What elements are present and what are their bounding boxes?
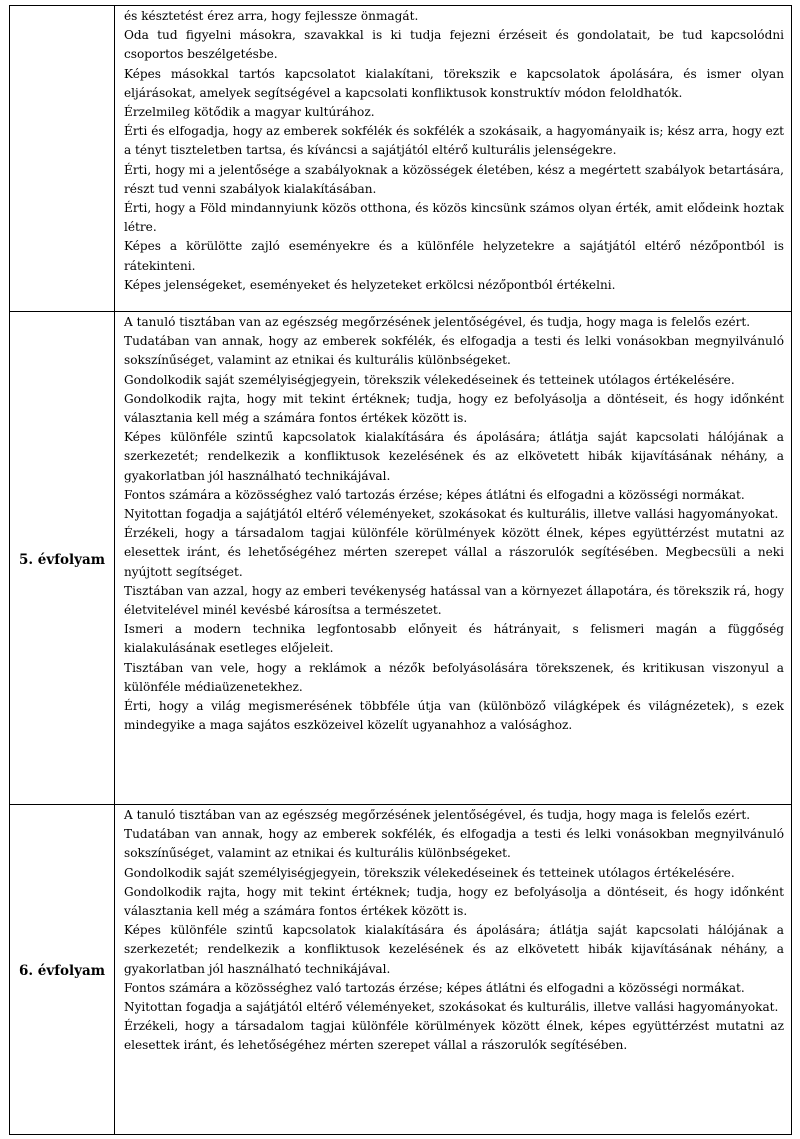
grade-cell <box>10 312 115 805</box>
statement: Képes különféle szintű kapcsolatok kialakítására és ápolására; átlátja saját kapcsolati hálójának a szerkezetét; rendelkezik a konfliktusok kezelésének és az elkövetett hibák kijavításának néhány, a gyakorlatban jól használható technikájával. <box>124 430 784 483</box>
statement: Fontos számára a közösséghez való tartozás érzése; képes átlátni és elfogadni a közösségi normákat. <box>124 980 745 995</box>
statement: A tanuló tisztában van az egészség megőrzésének jelentőségével, és tudja, hogy maga is felelős ezért. <box>124 808 751 822</box>
statement: Fontos számára a közösséghez való tartozás érzése; képes átlátni és elfogadni a közösségi normákat. <box>124 487 745 502</box>
statement: Képes másokkal tartós kapcsolatot kialakítani, törekszik e kapcsolatok ápolására, és ismer olyan eljárásokat, amelyek segítségével a kapcsolati konfliktusok konstruktív módon feloldhatók. <box>124 66 784 100</box>
statement: Nyitottan fogadja a sajátjától eltérő véleményeket, szokásokat és kulturális, illetve vallási hagyományokat. <box>124 1000 779 1015</box>
grade-label: 6. évfolyam <box>18 963 106 979</box>
statement-list <box>115 6 791 295</box>
statement: Képes különféle szintű kapcsolatok kialakítására és ápolására; átlátja saját kapcsolati hálójának a szerkezetét; rendelkezik a konfliktusok kezelésének és az elkövetett hibák kijavításának néhány, a gyakorlatban jól használható technikájával. <box>124 923 784 976</box>
statement: Oda tud figyelni másokra, szavakkal is ki tudja fejezni érzéseit és gondolatait, be tud kapcsolódni csoportos beszélgetésbe. <box>124 28 784 62</box>
statement: Tudatában van annak, hogy az emberek sokfélék, és elfogadja a testi és lelki vonásokban megnyilvánuló sokszínűséget, valamint az etnikai és kulturális különbségeket. <box>124 334 784 368</box>
grade-cell <box>10 6 115 312</box>
statement: A tanuló tisztában van az egészség megőrzésének jelentőségével, és tudja, hogy maga is felelős ezért. <box>124 315 751 329</box>
statement: Érzelmileg kötődik a magyar kultúrához. <box>124 105 375 120</box>
statement: Tisztában van vele, hogy a reklámok a nézők befolyásolására törekszenek, és kritikusan viszonyul a különféle médiaüzenetekhez. <box>124 660 784 694</box>
statement: Nyitottan fogadja a sajátjától eltérő véleményeket, szokásokat és kulturális, illetve vallási hagyományokat. <box>124 507 779 522</box>
statement: Képes a körülötte zajló eseményekre és a különféle helyzetekre a sajátjától eltérő nézőpontból is rátekinteni. <box>124 239 784 273</box>
statement: Ismeri a modern technika legfontosabb előnyeit és hátrányait, s felismeri magán a függőség kialakulásának esetleges előjeleit. <box>124 622 784 656</box>
statement-list <box>115 312 791 735</box>
statement: Érti és elfogadja, hogy az emberek sokfélék és sokfélék a szokásaik, a hagyományaik is; kész arra, hogy ezt a tényt tiszteletben tartsa, és kíváncsi a sajátjától eltérő kulturális jelenségekre. <box>124 124 784 158</box>
statement: Képes jelenségeket, eseményeket és helyzeteket erkölcsi nézőpontból értékelni. <box>124 277 616 292</box>
statement: Gondolkodik rajta, hogy mit tekint értéknek; tudja, hogy ez befolyásolja a döntéseit, és hogy időnként választania kell még a számára fontos értékek között is. <box>124 884 784 919</box>
statement: Érti, hogy mi a jelentősége a szabályoknak a közösségek életében, kész a megértett szabályok betartására, részt tud venni szabályok kialakításában. <box>124 162 784 196</box>
statement: Gondolkodik saját személyiségjegyein, törekszik vélekedéseinek és tetteinek utólagos értékelésére. <box>124 865 735 880</box>
statements-cell <box>115 6 792 312</box>
statement: Érzékeli, hogy a társadalom tagjai különféle körülmények között élnek, képes együttérzést mutatni az elesettek iránt, és lehetőségéhez mérten szerepet vállal a rászorulók segítésében. <box>124 1019 784 1053</box>
statement: Gondolkodik rajta, hogy mit tekint értéknek; tudja, hogy ez befolyásolja a döntéseit, és hogy időnként választania kell még a számára fontos értékek között is. <box>124 391 784 426</box>
statement-list <box>115 805 791 1056</box>
statements-cell <box>115 312 792 805</box>
statement: Érzékeli, hogy a társadalom tagjai különféle körülmények között élnek, képes együttérzést mutatni az elesettek iránt, és lehetőségéhez mérten szerepet vállal a rászorulók segítésében. Megbecsüli a neki nyújtott segítséget. <box>124 526 784 579</box>
table-row <box>10 805 792 1135</box>
statement: Érti, hogy a világ megismerésének többféle útja van (különböző világképek és világnézetek), s ezek mindegyike a maga sajátos eszközeivel közelít ugyanahhoz a valósághoz. <box>124 699 784 733</box>
statements-cell <box>115 805 792 1135</box>
statement: Érti, hogy a Föld mindannyiunk közös otthona, és közös kincsünk számos olyan érték, amit elődeink hoztak létre. <box>124 201 784 235</box>
competency-table <box>9 5 792 1135</box>
statement: Gondolkodik saját személyiségjegyein, törekszik vélekedéseinek és tetteinek utólagos értékelésére. <box>124 372 735 387</box>
table-row <box>10 6 792 312</box>
grade-cell <box>10 805 115 1135</box>
statement: és késztetést érez arra, hogy fejlessze önmagát. <box>124 9 419 23</box>
table-row <box>10 312 792 805</box>
statement: Tisztában van azzal, hogy az emberi tevékenység hatással van a környezet állapotára, és törekszik rá, hogy életvitelével minél kevésbé károsítsa a természetet. <box>124 583 784 618</box>
statement: Tudatában van annak, hogy az emberek sokfélék, és elfogadja a testi és lelki vonásokban megnyilvánuló sokszínűséget, valamint az etnikai és kulturális különbségeket. <box>124 827 784 861</box>
grade-label: 5. évfolyam <box>18 551 106 568</box>
